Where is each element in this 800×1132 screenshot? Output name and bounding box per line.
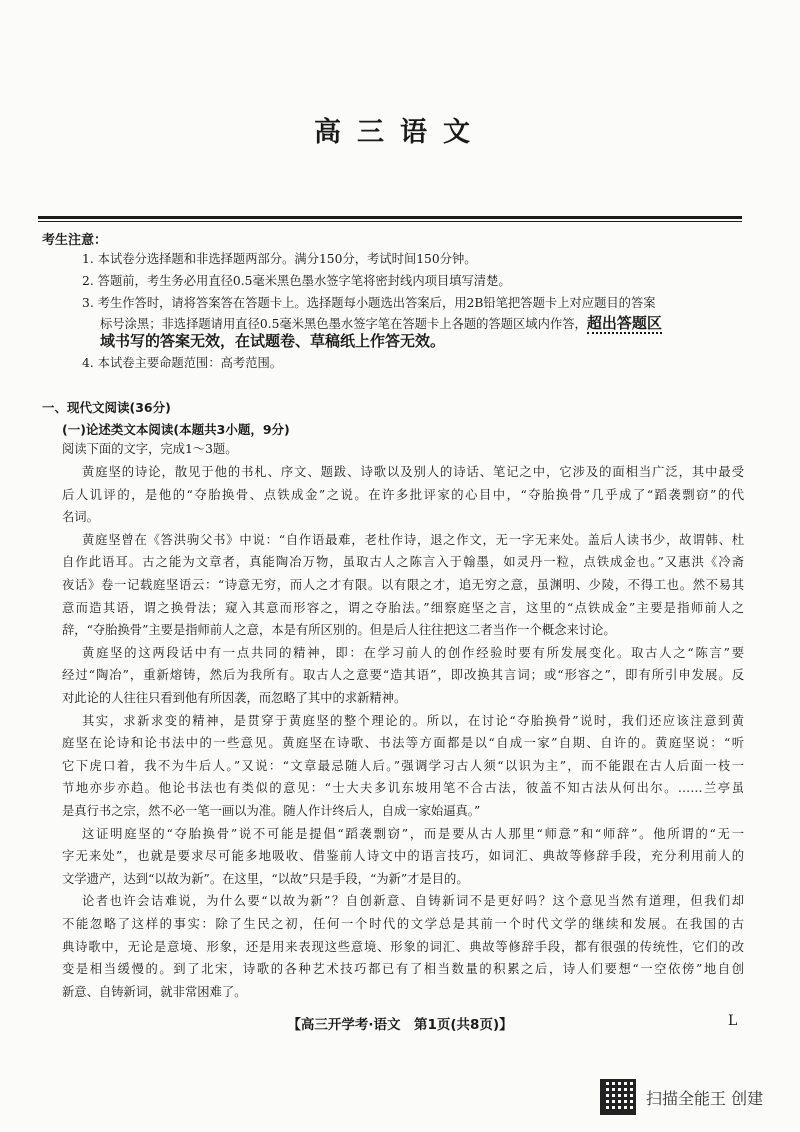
subsection-heading: (一)论述类文本阅读(本题共3小题，9分) (62, 422, 290, 437)
qr-code-icon (600, 1079, 636, 1115)
paragraph-line: 名词。 (62, 510, 99, 525)
paragraph-line: 典诗歌中，无论是意境、形象，还是用来表现这些意境、形象的词汇、典故等修辞手段，都有很强的传统性，它们的改 (62, 939, 744, 954)
paragraph-line: 是真行书之宗，然不必一笔一画以为准。随人作计终后人，自成一家始逼真。” (62, 804, 481, 818)
paragraph-line: 它下虎口着，我不为牛后人。”又说：“文章最忌随人后。”强调学习古人须“以识为主”，而不能跟在古人后面一枝一 (62, 758, 744, 773)
paragraph-line: 自作此语耳。古之能为文章者，真能陶冶万物，虽取古人之陈言入于翰墨，如灵丹一粒，点铁成金也。”又惠洪《冷斋 (62, 555, 744, 570)
section-heading: 一、现代文阅读(36分) (42, 400, 171, 415)
header-rule (38, 216, 742, 219)
paragraph-line: 经过“陶冶”，重新熔铸，然后为我所有。取古人之意要“造其语”，即改换其言词；或“形容之”，即有所引申发展。反 (62, 668, 744, 683)
paragraph-line: 文学遗产，达到“以故为新”。在这里，“以故”只是手段，“为新”才是目的。 (62, 871, 469, 886)
paragraph-line: 庭坚在论诗和论书法中的一些意见。黄庭坚在诗歌、书法等方面都是以“自成一家”自期、自许的。黄庭坚说：“听 (62, 736, 744, 751)
notice-item-1: 1. 本试卷分选择题和非选择题两部分。满分150分，考试时间150分钟。 (82, 252, 477, 266)
header-rule-thin (38, 221, 742, 222)
notice-emphasis: 超出答题区 (586, 314, 662, 332)
notice-item-3-text: 标号涂黑；非选择题请用直径0.5毫米黑色墨水签字笔在答题卡上各题的答题区域内作答， (100, 317, 587, 331)
scanner-watermark: 扫描全能王 创建 (646, 1089, 764, 1108)
paragraph-line: 新意、自铸新词，就非常困难了。 (62, 984, 247, 999)
paragraph-line: 变是相当缓慢的。到了北宋，诗歌的各种艺术技巧都已有了相当数量的积累之后，诗人们要想“一空依傍”地自创 (62, 962, 744, 977)
notice-item-2: 2. 答题前，考生务必用直径0.5毫米黑色墨水签字笔将密封线内项目填写清楚。 (82, 274, 511, 288)
page-footer: 【高三开学考·语文 第1页(共8页)】 (287, 1017, 513, 1033)
paragraph-line: 节地亦步亦趋。他论书法也有类似的意见：“士大夫多讥东坡用笔不合古法，彼盖不知古法从何出尔。……兰亭虽 (62, 781, 744, 796)
paragraph-line: 意而造其语，谓之换骨法；窥入其意而形容之，谓之夺胎法。”细察庭坚之言，这里的“点铁成金”主要是指师前人之 (62, 600, 744, 615)
paragraph-line: 黄庭坚的这两段话中有一点共同的精神，即：在学习前人的创作经验时要有所发展变化。取古人之“陈言”要 (82, 645, 744, 660)
paragraph-line: 辞，“夺胎换骨”主要是指师前人之意，本是有所区别的。但是后人往往把这二者当作一个概念来讨论。 (62, 623, 616, 638)
notice-item-3: 3. 考生作答时，请将答案答在答题卡上。选择题每小题选出答案后，用2B铅笔把答题卡上对应题目的答案 (82, 296, 656, 310)
paragraph-line: 黄庭坚曾在《答洪驹父书》中说：“自作语最难，老杜作诗，退之作文，无一字无来处。盖后人读书少，故谓韩、杜 (82, 532, 744, 547)
notice-heading: 考生注意： (42, 233, 108, 248)
paragraph-line: 其实，求新求变的精神，是贯穿于黄庭坚的整个理论的。所以，在讨论“夺胎换骨”说时，我们还应该注意到黄 (82, 713, 744, 728)
paragraph-line: 不能忽略了这样的事实：除了生民之初，任何一个时代的文学总是其前一个时代文学的继续和发展。在我国的古 (62, 917, 744, 931)
notice-item-4: 4. 本试卷主要命题范围：高考范围。 (82, 356, 283, 370)
paragraph-line: 字无来处”，也就是要求尽可能多地吸收、借鉴前人诗文中的语言技巧，如词汇、典故等修辞手段，充分利用前人的 (62, 849, 744, 864)
paragraph-line: 论者也许会诘难说，为什么要“以故为新”？自创新意、自铸新词不是更好吗？这个意见当然有道理，但我们却 (82, 894, 744, 909)
footer-mark: L (728, 1013, 738, 1029)
instruction: 阅读下面的文字，完成1～3题。 (62, 442, 238, 456)
exam-title: 高三语文 (314, 117, 486, 148)
notice-item-3-line-2 (100, 316, 662, 331)
paragraph-line: 黄庭坚的诗论，散见于他的书札、序文、题跋、诗歌以及别人的诗话、笔记之中，它涉及的面相当广泛，其中最受 (82, 465, 744, 479)
paragraph-line: 这证明庭坚的“夺胎换骨”说不可能是提倡“蹈袭剽窃”，而是要从古人那里“师意”和“师辞”。他所谓的“无一 (82, 826, 744, 841)
paragraph-line: 夜话》卷一记载庭坚语云：“诗意无穷，而人之才有限。以有限之才，追无穷之意，虽渊明、少陵，不得工也。然不易其 (62, 578, 744, 592)
notice-emphasis-2: 域书写的答案无效，在试题卷、草稿纸上作答无效。 (100, 332, 446, 350)
paragraph-line: 对此论的人往往只看到他有所因袭，而忽略了其中的求新精神。 (62, 691, 407, 705)
paragraph-line: 后人讥评的，是他的“夺胎换骨、点铁成金”之说。在许多批评家的心目中，“夺胎换骨”几乎成了“蹈袭剽窃”的代 (62, 487, 744, 502)
notice-item-3-line-3 (100, 334, 445, 349)
